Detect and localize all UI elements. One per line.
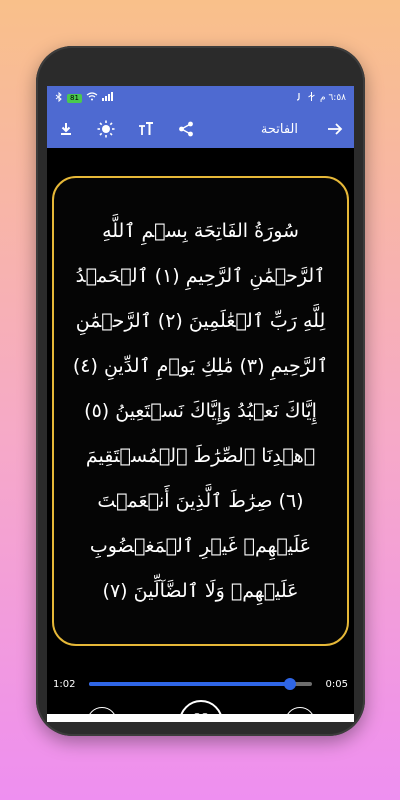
share-icon[interactable] xyxy=(177,120,195,138)
phone-frame xyxy=(36,46,365,736)
status-bar xyxy=(47,86,354,110)
download-icon[interactable] xyxy=(57,120,75,138)
app-screen xyxy=(47,86,354,722)
page-title: الفاتحة xyxy=(260,121,298,137)
text-size-icon[interactable] xyxy=(137,120,155,138)
total-time: 0:05 xyxy=(325,678,348,690)
status-clock: ٦:٥٨ م xyxy=(320,93,346,103)
wifi-icon xyxy=(86,92,98,104)
surah-text: سُورَةُ الفَاتِحَة بِسۡمِ ٱللَّهِ ٱلرَّحۡمَٰنِ ٱلرَّحِيمِ (١) ٱلۡحَمۡدُ لِلَّهِ رَبِّ ٱلۡعَٰلَمِينَ (٢) ٱلرَّحۡمَٰنِ ٱلرَّحِيمِ (٣) مَٰلِكِ يَوۡمِ ٱلدِّينِ (٤) إِيَّاكَ نَعۡبُدُ وَإِيَّاكَ نَسۡتَعِينُ (٥) ٱهۡدِنَا ٱلصِّرَٰطَ ٱلۡمُسۡتَقِيمَ (٦) صِرَٰطَ ٱلَّذِينَ أَنۡعَمۡتَ عَلَيۡهِمۡ غَيۡرِ ٱلۡمَغۡضُوبِ عَلَيۡهِمۡ وَلَا ٱلضَّآلِّينَ (٧) xyxy=(72,219,329,602)
bluetooth-icon xyxy=(55,92,63,105)
status-left xyxy=(55,92,116,105)
signal-icon xyxy=(102,92,116,104)
usb-icon xyxy=(307,92,316,104)
notification-icon xyxy=(295,92,303,104)
elapsed-time: 1:02 xyxy=(53,678,76,690)
navigation-bar xyxy=(47,714,354,722)
progress-slider[interactable] xyxy=(89,682,312,686)
status-right xyxy=(295,92,346,104)
progress-row xyxy=(47,674,354,694)
toolbar-actions xyxy=(57,120,195,138)
forward-arrow-icon[interactable] xyxy=(326,120,344,138)
toolbar xyxy=(47,110,354,148)
progress-fill xyxy=(89,682,290,686)
toolbar-title-group xyxy=(261,120,344,138)
battery-icon: 81 xyxy=(67,94,82,103)
brightness-icon[interactable] xyxy=(97,120,115,138)
surah-card xyxy=(52,176,349,646)
progress-thumb[interactable] xyxy=(284,678,296,690)
